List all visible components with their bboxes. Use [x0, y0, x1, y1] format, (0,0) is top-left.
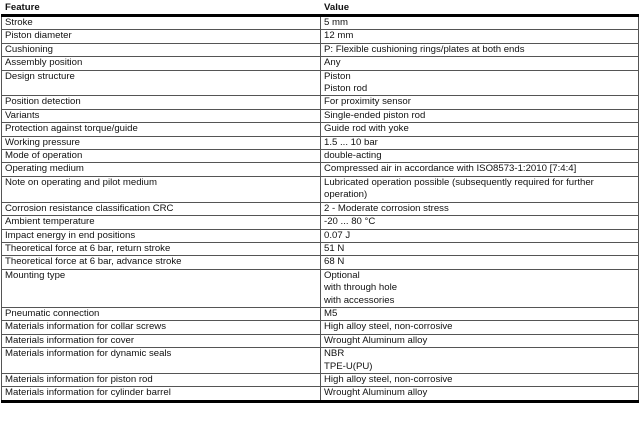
feature-cell: Impact energy in end positions — [2, 229, 321, 242]
table-row — [2, 202, 639, 215]
value-line: High alloy steel, non-corrosive — [324, 373, 453, 385]
table-row — [2, 109, 639, 122]
value-cell — [321, 96, 639, 109]
feature-cell: Theoretical force at 6 bar, return stroke — [2, 242, 321, 255]
value-cell — [321, 163, 639, 176]
feature-cell: Position detection — [2, 96, 321, 109]
value-cell — [321, 321, 639, 334]
table-row — [2, 150, 639, 163]
value-cell — [321, 123, 639, 136]
value-line: -20 ... 80 °C — [324, 216, 376, 228]
value-cell — [321, 256, 639, 269]
value-line: Optional — [324, 269, 360, 281]
value-cell — [321, 348, 639, 374]
value-line: 1.5 ... 10 bar — [324, 136, 378, 148]
value-cell — [321, 387, 639, 401]
value-line: 12 mm — [324, 30, 354, 42]
table-row — [2, 334, 639, 347]
feature-cell: Operating medium — [2, 163, 321, 176]
feature-cell: Assembly position — [2, 57, 321, 70]
value-cell — [321, 136, 639, 149]
table-row — [2, 256, 639, 269]
value-cell — [321, 242, 639, 255]
table-row — [2, 43, 639, 56]
feature-cell: Materials information for dynamic seals — [2, 348, 321, 374]
table-row — [2, 229, 639, 242]
value-line: 0.07 J — [324, 229, 351, 241]
feature-cell: Stroke — [2, 16, 321, 30]
value-cell — [321, 373, 639, 386]
feature-cell: Materials information for cylinder barrel — [2, 387, 321, 401]
table-row — [2, 269, 639, 307]
value-line: P: Flexible cushioning rings/plates at both ends — [324, 43, 525, 55]
spec-table — [1, 0, 639, 403]
value-line: TPE-U(PU) — [324, 360, 373, 372]
table-row — [2, 307, 639, 320]
table-row — [2, 387, 639, 401]
feature-cell: Protection against torque/guide — [2, 123, 321, 136]
value-line: with through hole — [324, 282, 398, 294]
value-line: Any — [324, 57, 341, 69]
value-line: with accessories — [324, 294, 395, 306]
table-row — [2, 216, 639, 229]
value-line: 2 - Moderate corrosion stress — [324, 202, 449, 214]
feature-cell: Mounting type — [2, 269, 321, 307]
table-row — [2, 163, 639, 176]
value-cell — [321, 229, 639, 242]
value-line: Wrought Aluminum alloy — [324, 334, 428, 346]
value-line: operation) — [324, 189, 368, 201]
value-cell — [321, 334, 639, 347]
value-line: Lubricated operation possible (subsequently required for further — [324, 176, 594, 188]
value-line: Single-ended piston rod — [324, 109, 426, 121]
feature-cell: Corrosion resistance classification CRC — [2, 202, 321, 215]
value-line: High alloy steel, non-corrosive — [324, 321, 453, 333]
value-cell — [321, 150, 639, 163]
feature-cell: Pneumatic connection — [2, 307, 321, 320]
spec-table-body — [2, 16, 639, 402]
header-row — [2, 0, 639, 16]
header-feature: Feature — [2, 0, 321, 16]
table-row — [2, 373, 639, 386]
table-row — [2, 30, 639, 43]
table-row — [2, 242, 639, 255]
value-line: Compressed air in accordance with ISO8573-1:2010 [7:4:4] — [324, 163, 577, 175]
feature-cell: Materials information for collar screws — [2, 321, 321, 334]
value-cell — [321, 307, 639, 320]
table-row — [2, 321, 639, 334]
value-cell — [321, 269, 639, 307]
value-line: Guide rod with yoke — [324, 123, 409, 135]
feature-cell: Working pressure — [2, 136, 321, 149]
feature-cell: Cushioning — [2, 43, 321, 56]
value-line: Piston — [324, 70, 351, 82]
value-cell — [321, 57, 639, 70]
value-cell — [321, 176, 639, 202]
value-line: M5 — [324, 307, 338, 319]
value-cell — [321, 70, 639, 96]
value-cell — [321, 43, 639, 56]
table-row — [2, 57, 639, 70]
value-line: Piston rod — [324, 83, 368, 95]
value-line: double-acting — [324, 150, 382, 162]
feature-cell: Variants — [2, 109, 321, 122]
value-cell — [321, 216, 639, 229]
table-row — [2, 136, 639, 149]
value-line: 68 N — [324, 256, 345, 268]
table-row — [2, 123, 639, 136]
value-cell — [321, 16, 639, 30]
value-cell — [321, 109, 639, 122]
feature-cell: Note on operating and pilot medium — [2, 176, 321, 202]
feature-cell: Theoretical force at 6 bar, advance stroke — [2, 256, 321, 269]
value-line: For proximity sensor — [324, 96, 411, 108]
value-line: 5 mm — [324, 17, 348, 28]
table-row — [2, 348, 639, 374]
value-cell — [321, 202, 639, 215]
feature-cell: Materials information for cover — [2, 334, 321, 347]
feature-cell: Materials information for piston rod — [2, 373, 321, 386]
value-line: 51 N — [324, 242, 345, 254]
feature-cell: Piston diameter — [2, 30, 321, 43]
feature-cell: Mode of operation — [2, 150, 321, 163]
table-row — [2, 70, 639, 96]
feature-cell: Design structure — [2, 70, 321, 96]
table-row — [2, 16, 639, 30]
value-line: NBR — [324, 348, 345, 360]
value-line: Wrought Aluminum alloy — [324, 387, 428, 399]
header-value: Value — [321, 0, 639, 16]
feature-cell: Ambient temperature — [2, 216, 321, 229]
value-cell — [321, 30, 639, 43]
table-row — [2, 176, 639, 202]
table-row — [2, 96, 639, 109]
